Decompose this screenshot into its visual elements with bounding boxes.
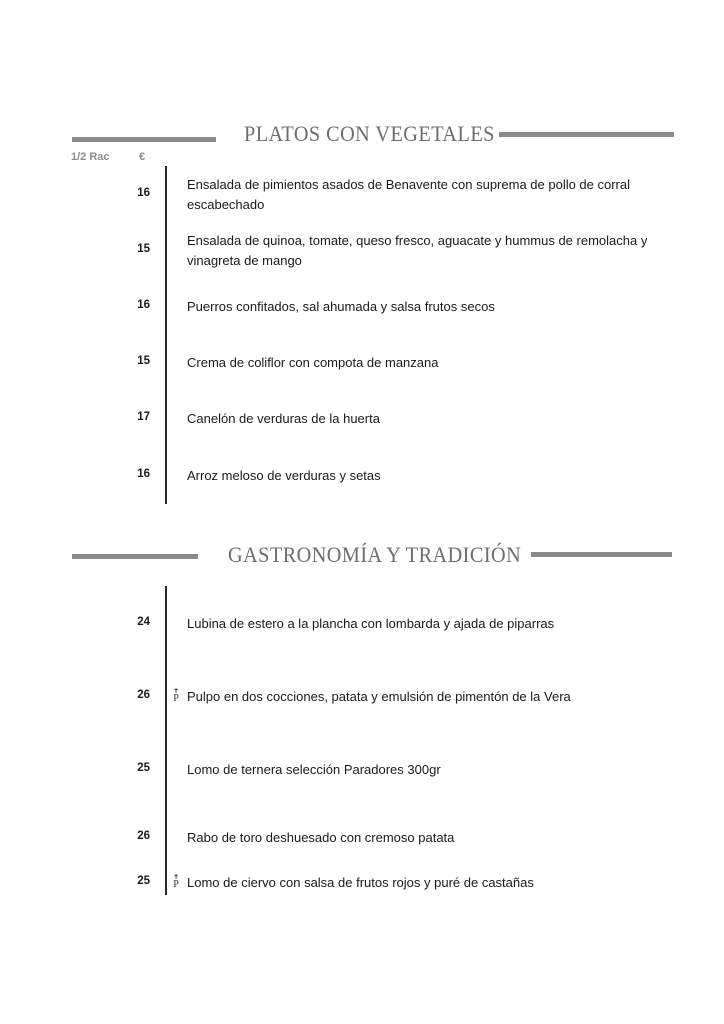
item-description: Ensalada de pimientos asados de Benavente con suprema de pollo de corral escabechado [187,177,631,212]
item-description: Puerros confitados, sal ahumada y salsa frutos secos [187,299,495,314]
item-price: 26 [137,830,150,842]
item-description: Arroz meloso de verduras y setas [187,468,381,483]
item-description: Pulpo en dos cocciones, patata y emulsión de pimentón de la Vera [187,689,571,704]
section-2-divider [165,586,167,895]
currency-header: € [139,151,146,163]
item-price: 24 [137,616,150,628]
section-2-title: GASTRONOMÍA Y TRADICIÓN [228,542,522,567]
item-description: Ensalada de quinoa, tomate, queso fresco, aguacate y hummus de remolacha y vinagreta de mango [187,233,648,268]
half-portion-header: 1/2 Rac [71,151,110,163]
item-description: Rabo de toro deshuesado con cremoso patata [187,830,455,845]
item-price: 16 [137,299,150,311]
item-price: 16 [137,187,150,199]
item-description: Crema de coliflor con compota de manzana [187,355,439,370]
item-description: Lomo de ternera selección Paradores 300gr [187,762,441,777]
item-price: 26 [137,689,150,701]
section-1-left-rule [72,137,216,142]
item-price: 17 [137,411,150,423]
item-price: 25 [137,875,150,887]
parador-cross-p-icon: ✝ P [173,873,179,890]
item-price: 16 [137,468,150,480]
section-1-title: PLATOS CON VEGETALES [244,121,495,146]
item-price: 15 [137,243,150,255]
item-description: Canelón de verduras de la huerta [187,411,380,426]
item-description: Lubina de estero a la plancha con lombarda y ajada de piparras [187,616,555,631]
section-2-right-rule [531,552,672,557]
section-1-right-rule [499,132,674,137]
section-1-divider [165,166,167,504]
section-2-left-rule [72,554,198,559]
item-price: 15 [137,355,150,367]
parador-cross-p-icon: ✝ P [173,687,179,704]
item-description: Lomo de ciervo con salsa de frutos rojos y puré de castañas [187,875,534,890]
item-price: 25 [137,762,150,774]
